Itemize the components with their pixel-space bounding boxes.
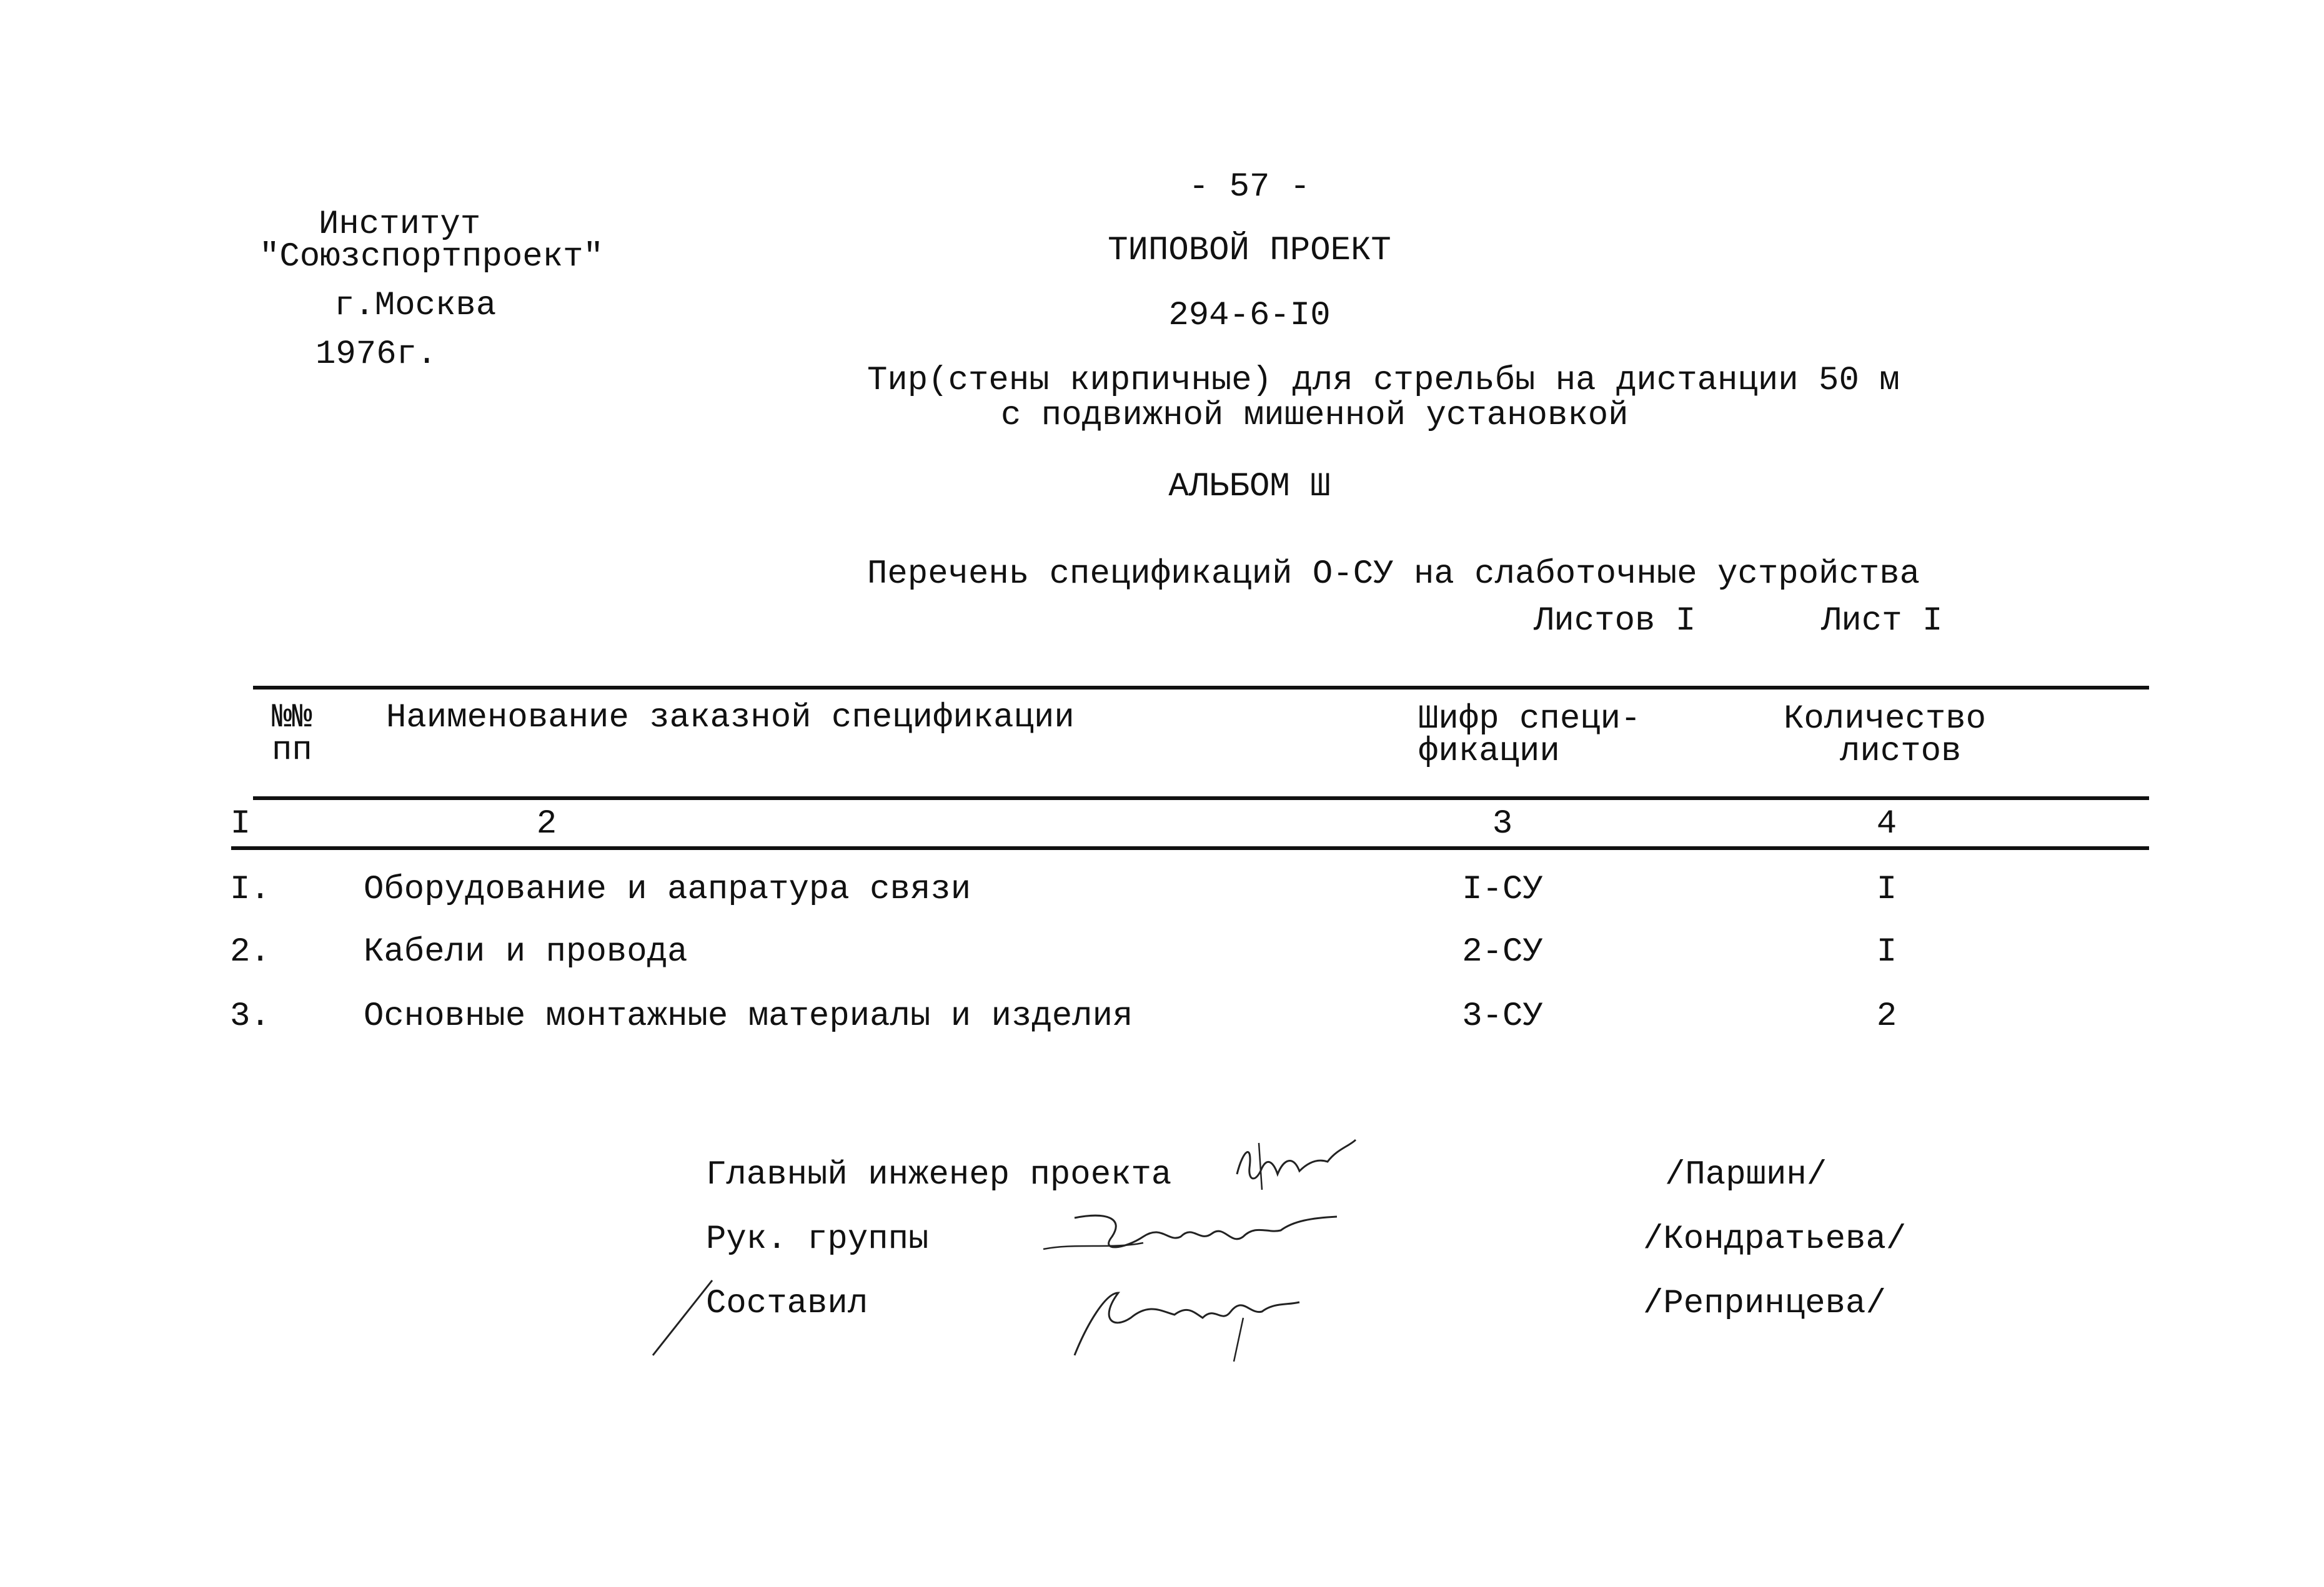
table-row-2-num: 2.	[230, 933, 271, 971]
signature-role-group-lead: Рук. группы	[706, 1220, 929, 1258]
header-bottom-rule	[253, 796, 2149, 800]
list-title: Перечень спецификаций О-СУ на слаботочные устройства	[867, 555, 1920, 593]
sheet-number: Лист I	[1821, 602, 1943, 640]
project-type: ТИПОВОЙ ПРОЕКТ	[1108, 232, 1391, 270]
table-row-3-count: 2	[1876, 997, 1897, 1036]
institute-name: Институт	[319, 205, 481, 244]
table-row-3-code: 3-СУ	[1462, 997, 1543, 1036]
table-row-1-code: I-СУ	[1462, 871, 1543, 909]
institute-year: 1976г.	[315, 335, 437, 373]
signature-name-chief-engineer: /Паршин/	[1665, 1156, 1827, 1194]
table-row-2-code: 2-СУ	[1462, 933, 1543, 971]
handwritten-signature-chief-engineer	[1224, 1130, 1368, 1199]
header-num-line2: пп	[272, 731, 312, 769]
sheets-total: Листов I	[1534, 602, 1696, 640]
table-row-3-name: Основные монтажные материалы и изделия	[364, 997, 1133, 1036]
column-number-4: 4	[1876, 805, 1897, 843]
table-top-rule	[253, 686, 2149, 690]
column-number-3: 3	[1492, 805, 1513, 843]
table-row-1-name: Оборудование и аапратура связи	[364, 871, 971, 909]
institute-name-quoted: "Союзспортпроект"	[259, 238, 603, 276]
page-number: - 57 -	[1188, 168, 1311, 206]
handwritten-signature-compiler	[1062, 1268, 1324, 1368]
column-number-2: 2	[536, 805, 557, 843]
handwritten-signature-group-lead	[1037, 1199, 1349, 1274]
project-code: 294-6-I0	[1168, 297, 1331, 335]
table-row-2-count: I	[1876, 933, 1897, 971]
header-count-line1: Количество	[1784, 700, 1987, 738]
signature-role-compiler: Составил	[706, 1285, 868, 1323]
signature-role-chief-engineer: Главный инженер проекта	[706, 1156, 1172, 1194]
header-num-line1: №№	[272, 699, 312, 737]
header-name: Наименование заказной спецификации	[386, 699, 1075, 737]
header-code-line1: Шифр специ-	[1418, 700, 1641, 738]
table-row-1-num: I.	[230, 871, 271, 909]
column-numbers-rule	[231, 846, 2149, 850]
signature-name-group-lead: /Кондратьева/	[1643, 1220, 1907, 1258]
table-row-2-name: Кабели и провода	[364, 933, 688, 971]
table-row-3-num: 3.	[230, 997, 271, 1036]
header-count-line2: листов	[1840, 733, 1962, 771]
institute-city: г.Москва	[334, 287, 497, 325]
handwritten-slash-mark	[643, 1274, 718, 1362]
signature-name-compiler: /Репринцева/	[1643, 1285, 1886, 1323]
album-label: АЛЬБОМ Ш	[1168, 468, 1331, 506]
project-title-line2: с подвижной мишенной установкой	[1001, 397, 1629, 435]
header-code-line2: фикации	[1418, 733, 1560, 771]
project-title-line1: Тир(стены кирпичные) для стрельбы на дистанции 50 м	[867, 362, 1900, 400]
table-row-1-count: I	[1876, 871, 1897, 909]
column-number-1: I	[230, 805, 251, 843]
